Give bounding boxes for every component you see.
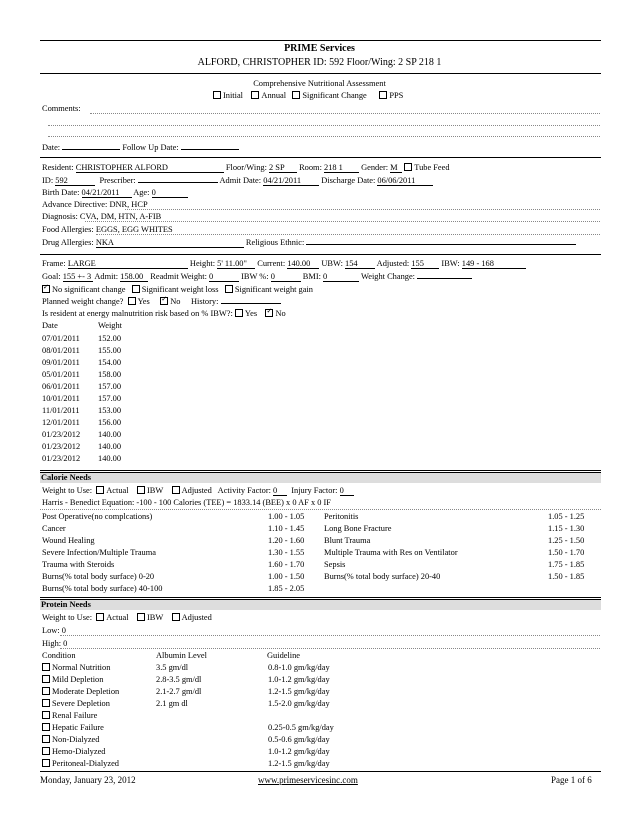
calorie-needs-title: Calorie Needs [41,473,92,482]
goal-value[interactable]: 155 +- 3 [62,272,92,281]
risk-no[interactable]: ✓ No [265,309,285,318]
calorie-factor: 1.10 - 1.45 [268,524,305,533]
comments-line-3[interactable] [48,136,600,137]
protein-weight-row: Weight to Use: Actual IBW Adjusted [42,613,212,622]
ibw-value[interactable]: 149 - 168 [462,259,526,269]
albumin-header: Albumin Level [156,651,207,660]
religious-value[interactable] [306,244,576,245]
weight-date: 05/01/2011 [42,370,80,379]
protein-condition-label: Renal Failure [52,711,98,720]
calorie-condition: Post Operative(no complcations) [42,512,153,521]
protein-condition[interactable] [42,687,119,696]
birth-date-value[interactable]: 04/21/2011 [82,188,132,198]
weight-date: 01/23/2012 [42,430,81,439]
calorie-weight-row: Weight to Use: Actual IBW Adjusted Activity Factor: 0 Injury Factor: 0 [42,486,354,496]
protein-guideline: 0.25-0.5 gm/kg/day [268,723,334,732]
checkbox-icon[interactable] [225,285,233,293]
drug-row: Drug Allergies: NKA Religious Ethnic: [42,238,576,248]
protein-condition-label: Normal Nutrition [52,663,111,672]
type-annual[interactable]: Annual [251,91,286,100]
weight-date: 10/01/2011 [42,394,80,403]
cal-ibw[interactable]: IBW [137,486,163,495]
checkbox-icon[interactable] [172,486,180,494]
checkbox-icon[interactable] [404,163,412,171]
assessment-types [213,91,403,100]
id-row: ID: 592 Prescriber: Admit Date: 04/21/2011 Discharge Date: 06/06/2011 [42,176,433,186]
protein-condition[interactable] [42,723,104,732]
protein-guideline: 1.0-1.2 gm/kg/day [268,675,330,684]
section-rule [40,157,601,158]
checkbox-icon[interactable] [137,486,145,494]
calorie-factor: 1.00 - 1.05 [268,512,305,521]
calorie-condition: Long Bone Fracture [324,524,392,533]
harris-line [40,509,601,510]
checkbox-icon[interactable] [42,711,50,719]
age-value[interactable]: 0 [152,188,188,198]
header-rule [40,73,601,74]
weight-date: 08/01/2011 [42,346,80,355]
frame-value[interactable]: LARGE [68,259,188,269]
calorie-condition: Trauma with Steroids [42,560,115,569]
diagnosis-value[interactable]: CVA, DM, HTN, A-FIB [79,212,162,221]
low-line [60,635,600,636]
checkbox-checked-icon[interactable] [160,297,168,305]
checkbox-icon[interactable] [42,759,50,767]
protein-guideline: 1.2-1.5 gm/kg/day [268,687,330,696]
weight-date: 01/23/2012 [42,454,81,463]
checkbox-icon[interactable] [42,735,50,743]
high-line [60,648,600,649]
food-row: Food Allergies: EGGS, EGG WHITES [42,225,173,234]
diagnosis-line [85,221,600,222]
section-rule [40,597,601,598]
history-label: History: [190,297,219,306]
calorie-factor: 1.50 - 1.85 [548,572,585,581]
comments-line-2[interactable] [48,125,600,126]
id-value[interactable]: 592 [55,176,95,186]
calorie-factor: 1.15 - 1.30 [548,524,585,533]
checkbox-icon[interactable] [42,675,50,683]
pro-actual[interactable]: Actual [96,613,128,622]
calorie-factor: 1.60 - 1.70 [268,560,305,569]
checkbox-icon[interactable] [42,687,50,695]
protein-guideline: 1.5-2.0 gm/kg/day [268,699,330,708]
condition-header: Condition [42,651,76,660]
protein-condition-label: Mild Depletion [52,675,104,684]
weight-value: 154.00 [98,358,122,367]
footer-url-link[interactable]: www.primeservicesinc.com [258,775,358,785]
protein-needs-header [40,599,601,610]
calorie-factor: 1.50 - 1.70 [548,548,585,557]
followup-label: Follow Up Date: [122,143,179,152]
readmit-value[interactable]: 0 [209,272,239,282]
protein-guideline: 1.0-1.2 gm/kg/day [268,747,330,756]
calorie-condition: Burns(% total body surface) 20-40 [324,572,441,581]
high-row: High: 0 [42,639,68,648]
checkbox-icon[interactable] [235,309,243,317]
calorie-condition: Burns(% total body surface) 40-100 [42,584,163,593]
calorie-factor: 1.20 - 1.60 [268,536,305,545]
advance-row: Advance Directive: DNR, HCP [42,200,148,209]
risk-yes[interactable]: Yes [235,309,257,318]
protein-condition[interactable] [42,759,119,768]
weight-date: 01/23/2012 [42,442,81,451]
protein-condition[interactable] [42,747,106,756]
calorie-condition: Sepsis [324,560,346,569]
protein-condition[interactable] [42,675,103,684]
bmi-value[interactable]: 0 [323,272,359,282]
footer-page: Page 1 of 6 [551,775,592,785]
ibw-pct-value[interactable]: 0 [271,272,301,282]
calorie-condition: Peritonitis [324,512,359,521]
planned-no[interactable]: ✓ No [160,297,180,306]
advance-value[interactable]: DNR, HCP [109,200,148,209]
type-pps[interactable]: PPS [379,91,403,100]
footer-date: Monday, January 23, 2012 [40,775,136,785]
tube-feed-label: Tube Feed [414,163,450,172]
albumin-level: 3.5 gm/dl [156,663,189,672]
date-field[interactable] [62,149,120,150]
weight-date-header: Date [42,321,58,330]
protein-guideline: 0.8-1.0 gm/kg/day [268,663,330,672]
top-rule [40,40,601,41]
admit-date-value[interactable]: 04/21/2011 [263,176,319,186]
protein-needs-title: Protein Needs [41,600,91,609]
harris-benedict: Harris - Benedict Equation: -100 - 100 Calories (TEE) = 1833.14 (BEE) x 0 AF x 0 IF [42,498,331,507]
gender-value[interactable]: M [390,163,402,173]
calorie-condition: Blunt Trauma [324,536,371,545]
checkbox-icon[interactable] [292,91,300,99]
comments-label: Comments: [42,104,81,113]
weight-header: Weight [98,321,122,330]
height-value[interactable]: 5' 11.00" [217,259,255,269]
checkbox-checked-icon[interactable] [42,285,50,293]
comments-line-1[interactable] [90,113,600,114]
advance-line [125,209,600,210]
injury-value[interactable]: 0 [340,486,354,496]
checkbox-icon[interactable] [172,613,180,621]
section-rule [40,470,601,471]
pro-ibw[interactable]: IBW [137,613,163,622]
diagnosis-row: Diagnosis: CVA, DM, HTN, A-FIB [42,212,162,221]
checkbox-icon[interactable] [42,747,50,755]
calorie-factor: 1.00 - 1.50 [268,572,305,581]
checkbox-icon[interactable] [96,486,104,494]
food-value[interactable]: EGGS, EGG WHITES [95,225,173,234]
weight-value: 140.00 [98,454,122,463]
calorie-condition: Wound Healing [42,536,95,545]
weight-value: 157.00 [98,382,122,391]
protein-condition[interactable] [42,711,97,720]
pro-adjusted[interactable]: Adjusted [172,613,212,622]
weight-change-options [42,285,313,294]
weight-date: 09/01/2011 [42,358,80,367]
checkbox-icon[interactable] [42,723,50,731]
checkbox-icon[interactable] [379,91,387,99]
calorie-factor: 1.30 - 1.55 [268,548,305,557]
albumin-level: 2.1 gm dl [156,699,188,708]
weight-date: 06/01/2011 [42,382,80,391]
weight-value: 155.00 [98,346,122,355]
weight-value: 140.00 [98,442,122,451]
cal-adjusted[interactable]: Adjusted [172,486,212,495]
low-row: Low: 0 [42,626,66,635]
albumin-level: 2.8-3.5 gm/dl [156,675,202,684]
checkbox-icon[interactable] [213,91,221,99]
goal-row: Goal: 155 +- 3 Admit: 158.00 Readmit Weight: 0 IBW %: 0 BMI: 0 Weight Change: [42,272,472,282]
risk-row: Is resident at energy malnutrition risk based on % IBW?: Yes ✓ No [42,309,286,318]
protein-condition-label: Non-Dialyzed [52,735,100,744]
weight-value: 140.00 [98,430,122,439]
assessment-title: Comprehensive Nutritional Assessment [253,79,386,88]
protein-guideline: 0.5-0.6 gm/kg/day [268,735,330,744]
checkbox-icon[interactable] [42,699,50,707]
opt-weight-gain[interactable]: Significant weight gain [225,285,313,294]
opt-weight-loss[interactable]: Significant weight loss [132,285,219,294]
date-row: Date: Follow Up Date: [42,143,239,152]
type-significant-change[interactable]: Significant Change [292,91,366,100]
checkbox-icon[interactable] [128,297,136,305]
protein-condition-label: Moderate Depletion [52,687,120,696]
cal-actual[interactable]: Actual [96,486,128,495]
weight-value: 153.00 [98,406,122,415]
adjusted-value[interactable]: 155 [411,259,439,269]
checkbox-icon[interactable] [132,285,140,293]
opt-no-significant-change[interactable]: ✓No significant change [42,285,126,294]
floor-value[interactable]: 2 SP [269,163,297,173]
protein-condition-label: Peritoneal-Dialyzed [52,759,119,768]
resident-row: Resident: CHRISTOPHER ALFORD Floor/Wing: 2 SP Room: 218 1 Gender: M Tube Feed [42,163,450,172]
checkbox-icon[interactable] [251,91,259,99]
ubw-value[interactable]: 154 [345,259,375,269]
protein-condition[interactable] [42,663,110,672]
planned-row: Planned weight change? Yes ✓ No History: [42,297,281,306]
calorie-factor: 1.75 - 1.85 [548,560,585,569]
low-value[interactable]: 0 [61,626,66,635]
calorie-needs-header [40,472,601,483]
protein-condition-label: Hemo-Dialyzed [52,747,106,756]
discharge-date-value[interactable]: 06/06/2011 [377,176,433,186]
birth-row: Birth Date: 04/21/2011 Age: 0 [42,188,188,198]
calorie-factor: 1.25 - 1.50 [548,536,585,545]
protein-condition-label: Severe Depletion [52,699,110,708]
footer-rule [40,771,601,772]
weight-value: 156.00 [98,418,122,427]
protein-guideline: 1.2-1.5 gm/kg/day [268,759,330,768]
calorie-condition: Multiple Trauma with Res on Ventilator [324,548,458,557]
albumin-level: 2.1-2.7 gm/dl [156,687,202,696]
food-line [96,234,600,235]
checkbox-icon[interactable] [42,663,50,671]
current-value[interactable]: 140.00 [287,259,319,269]
protein-condition[interactable] [42,735,99,744]
calorie-condition: Cancer [42,524,66,533]
calorie-condition: Burns(% total body surface) 0-20 [42,572,155,581]
calorie-factor: 1.85 - 2.05 [268,584,305,593]
company-name: PRIME Services [284,43,355,54]
calorie-factor: 1.05 - 1.25 [548,512,585,521]
frame-row: Frame: LARGE Height: 5' 11.00" Current: 140.00 UBW: 154 Adjusted: 155 IBW: 149 - 168 [42,259,526,269]
activity-value[interactable]: 0 [273,486,287,496]
type-initial[interactable]: Initial [213,91,243,100]
history-value[interactable] [221,303,281,304]
patient-line: ALFORD, CHRISTOPHER ID: 592 Floor/Wing: 2 SP 218 1 [197,57,442,68]
weight-date: 12/01/2011 [42,418,80,427]
planned-yes[interactable]: Yes [128,297,150,306]
admit-weight-value[interactable]: 158.00 [120,272,148,282]
checkbox-checked-icon[interactable] [265,309,273,317]
weight-value: 157.00 [98,394,122,403]
guideline-header: Guideline [267,651,301,660]
weight-change-value[interactable] [417,278,472,279]
prescriber-value[interactable] [138,182,218,183]
weight-value: 152.00 [98,334,122,343]
section-rule [40,254,601,255]
room-value[interactable]: 218 1 [324,163,359,173]
weight-date: 11/01/2011 [42,406,80,415]
high-value[interactable]: 0 [63,639,68,648]
calorie-condition: Severe Infection/Multiple Trauma [42,548,156,557]
followup-field[interactable] [181,149,239,150]
weight-value: 158.00 [98,370,122,379]
drug-value[interactable]: NKA [96,238,244,248]
checkbox-icon[interactable] [137,613,145,621]
resident-value[interactable]: CHRISTOPHER ALFORD [76,163,224,173]
protein-condition-label: Hepatic Failure [52,723,104,732]
protein-condition[interactable] [42,699,110,708]
checkbox-icon[interactable] [96,613,104,621]
weight-date: 07/01/2011 [42,334,80,343]
